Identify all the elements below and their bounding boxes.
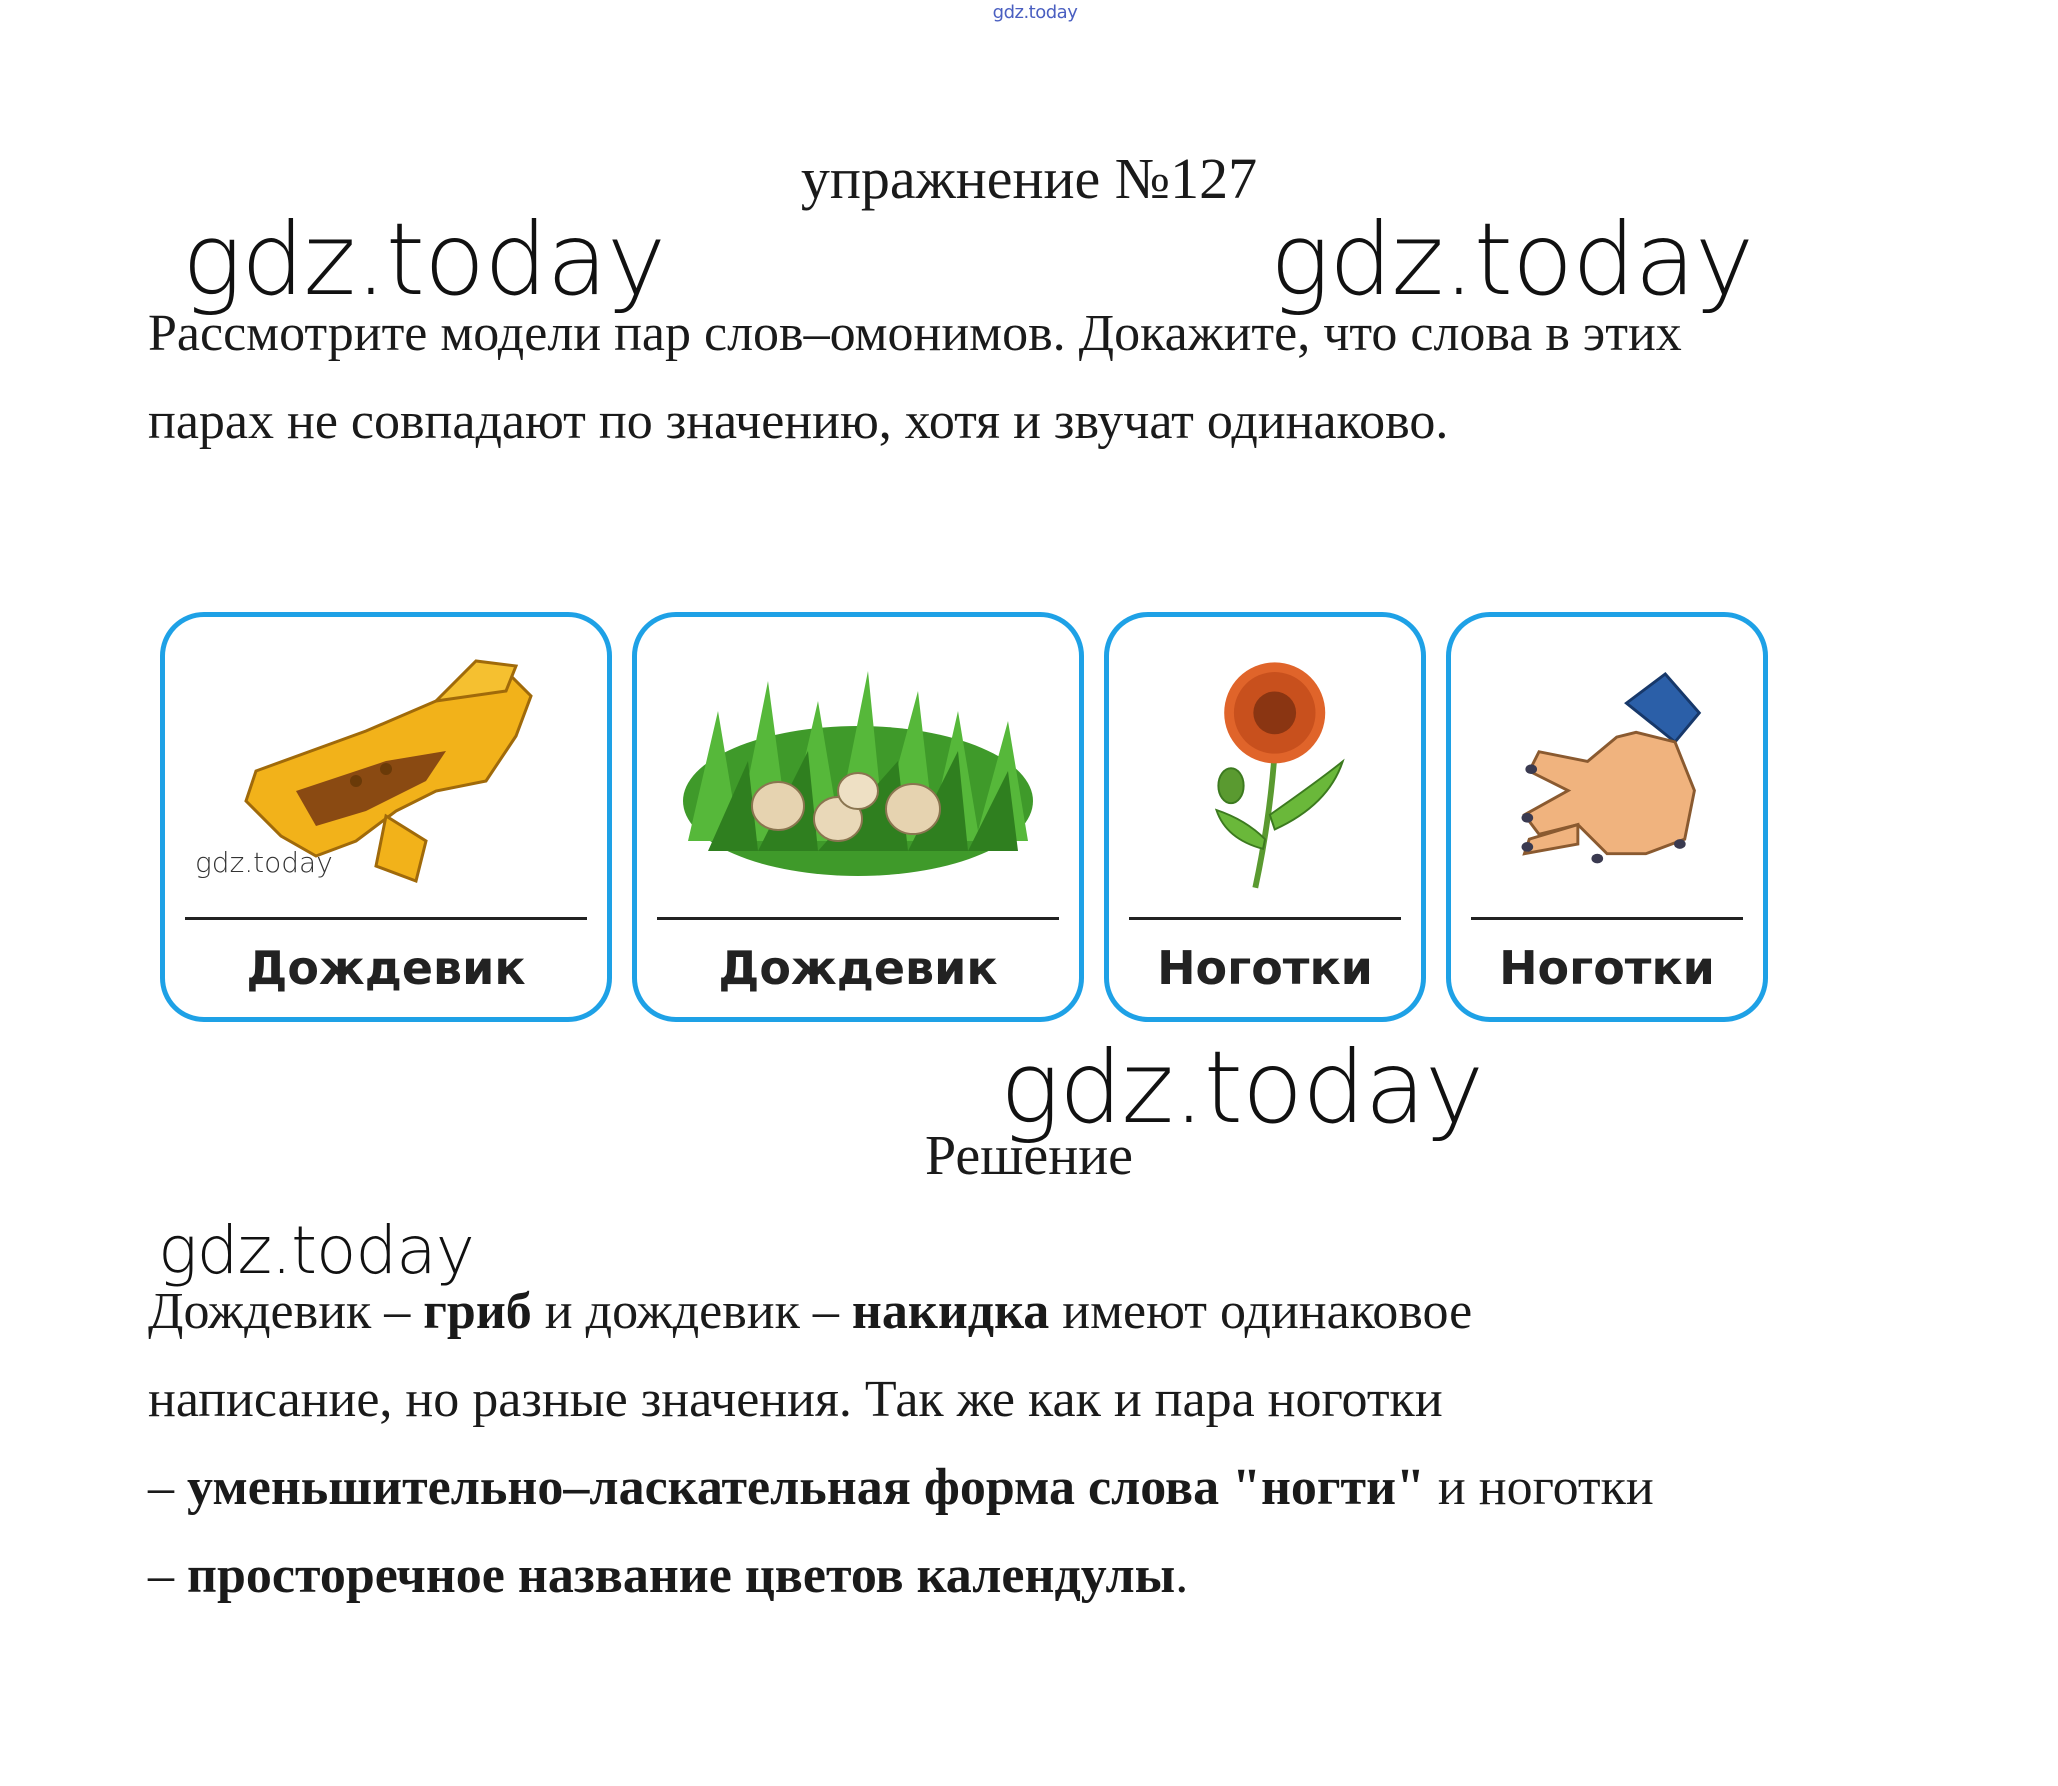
card-flower [1104, 612, 1426, 1022]
card-raincoat [160, 612, 612, 1022]
card-divider [185, 917, 587, 920]
site-mark: gdz.today [992, 2, 1078, 23]
watermark-small: gdz.today [195, 846, 333, 879]
card-divider [657, 917, 1059, 920]
card-label: Дождевик [246, 941, 526, 995]
answer-text [148, 1268, 1948, 1620]
hand-fingernails-icon [1471, 641, 1743, 911]
card-divider [1129, 917, 1401, 920]
card-hand [1446, 612, 1768, 1022]
task-line-2: парах не совпадают по значению, хотя и звучат одинаково. [148, 393, 1449, 450]
card-label: Ноготки [1157, 941, 1373, 995]
card-divider [1471, 917, 1743, 920]
homonym-cards [160, 612, 1780, 1032]
answer-line-1: Дождевик – гриб и дождевик – накидка имеют одинаковое [148, 1283, 1473, 1340]
watermark: gdz.today [158, 1212, 474, 1289]
answer-line-3: – уменьшительно–ласкательная форма слова "ногти" и ноготки [148, 1459, 1654, 1516]
answer-bold: накидка [851, 1283, 1050, 1340]
exercise-title: упражнение №127 [800, 146, 1258, 211]
watermark: gdz.today [1000, 1029, 1484, 1146]
solution-heading: Решение [924, 1125, 1134, 1187]
task-line-1: Рассмотрите модели пар слов–омонимов. Докажите, что слова в этих [148, 305, 1682, 362]
answer-line-4: – просторечное название цветов календулы. [148, 1547, 1189, 1604]
answer-bold: просторечное название цветов календулы [187, 1547, 1176, 1604]
card-mushrooms [632, 612, 1084, 1022]
card-label: Дождевик [718, 941, 998, 995]
answer-line-2: написание, но разные значения. Так же как и пара ноготки [148, 1371, 1443, 1428]
answer-bold: гриб [423, 1283, 532, 1340]
card-label: Ноготки [1499, 941, 1715, 995]
watermark: gdz.today [182, 201, 666, 318]
watermark: gdz.today [1270, 201, 1754, 318]
puffball-mushrooms-icon [657, 641, 1059, 911]
answer-bold: уменьшительно–ласкательная форма слова "ногти" [187, 1459, 1425, 1516]
calendula-flower-icon [1129, 641, 1401, 911]
